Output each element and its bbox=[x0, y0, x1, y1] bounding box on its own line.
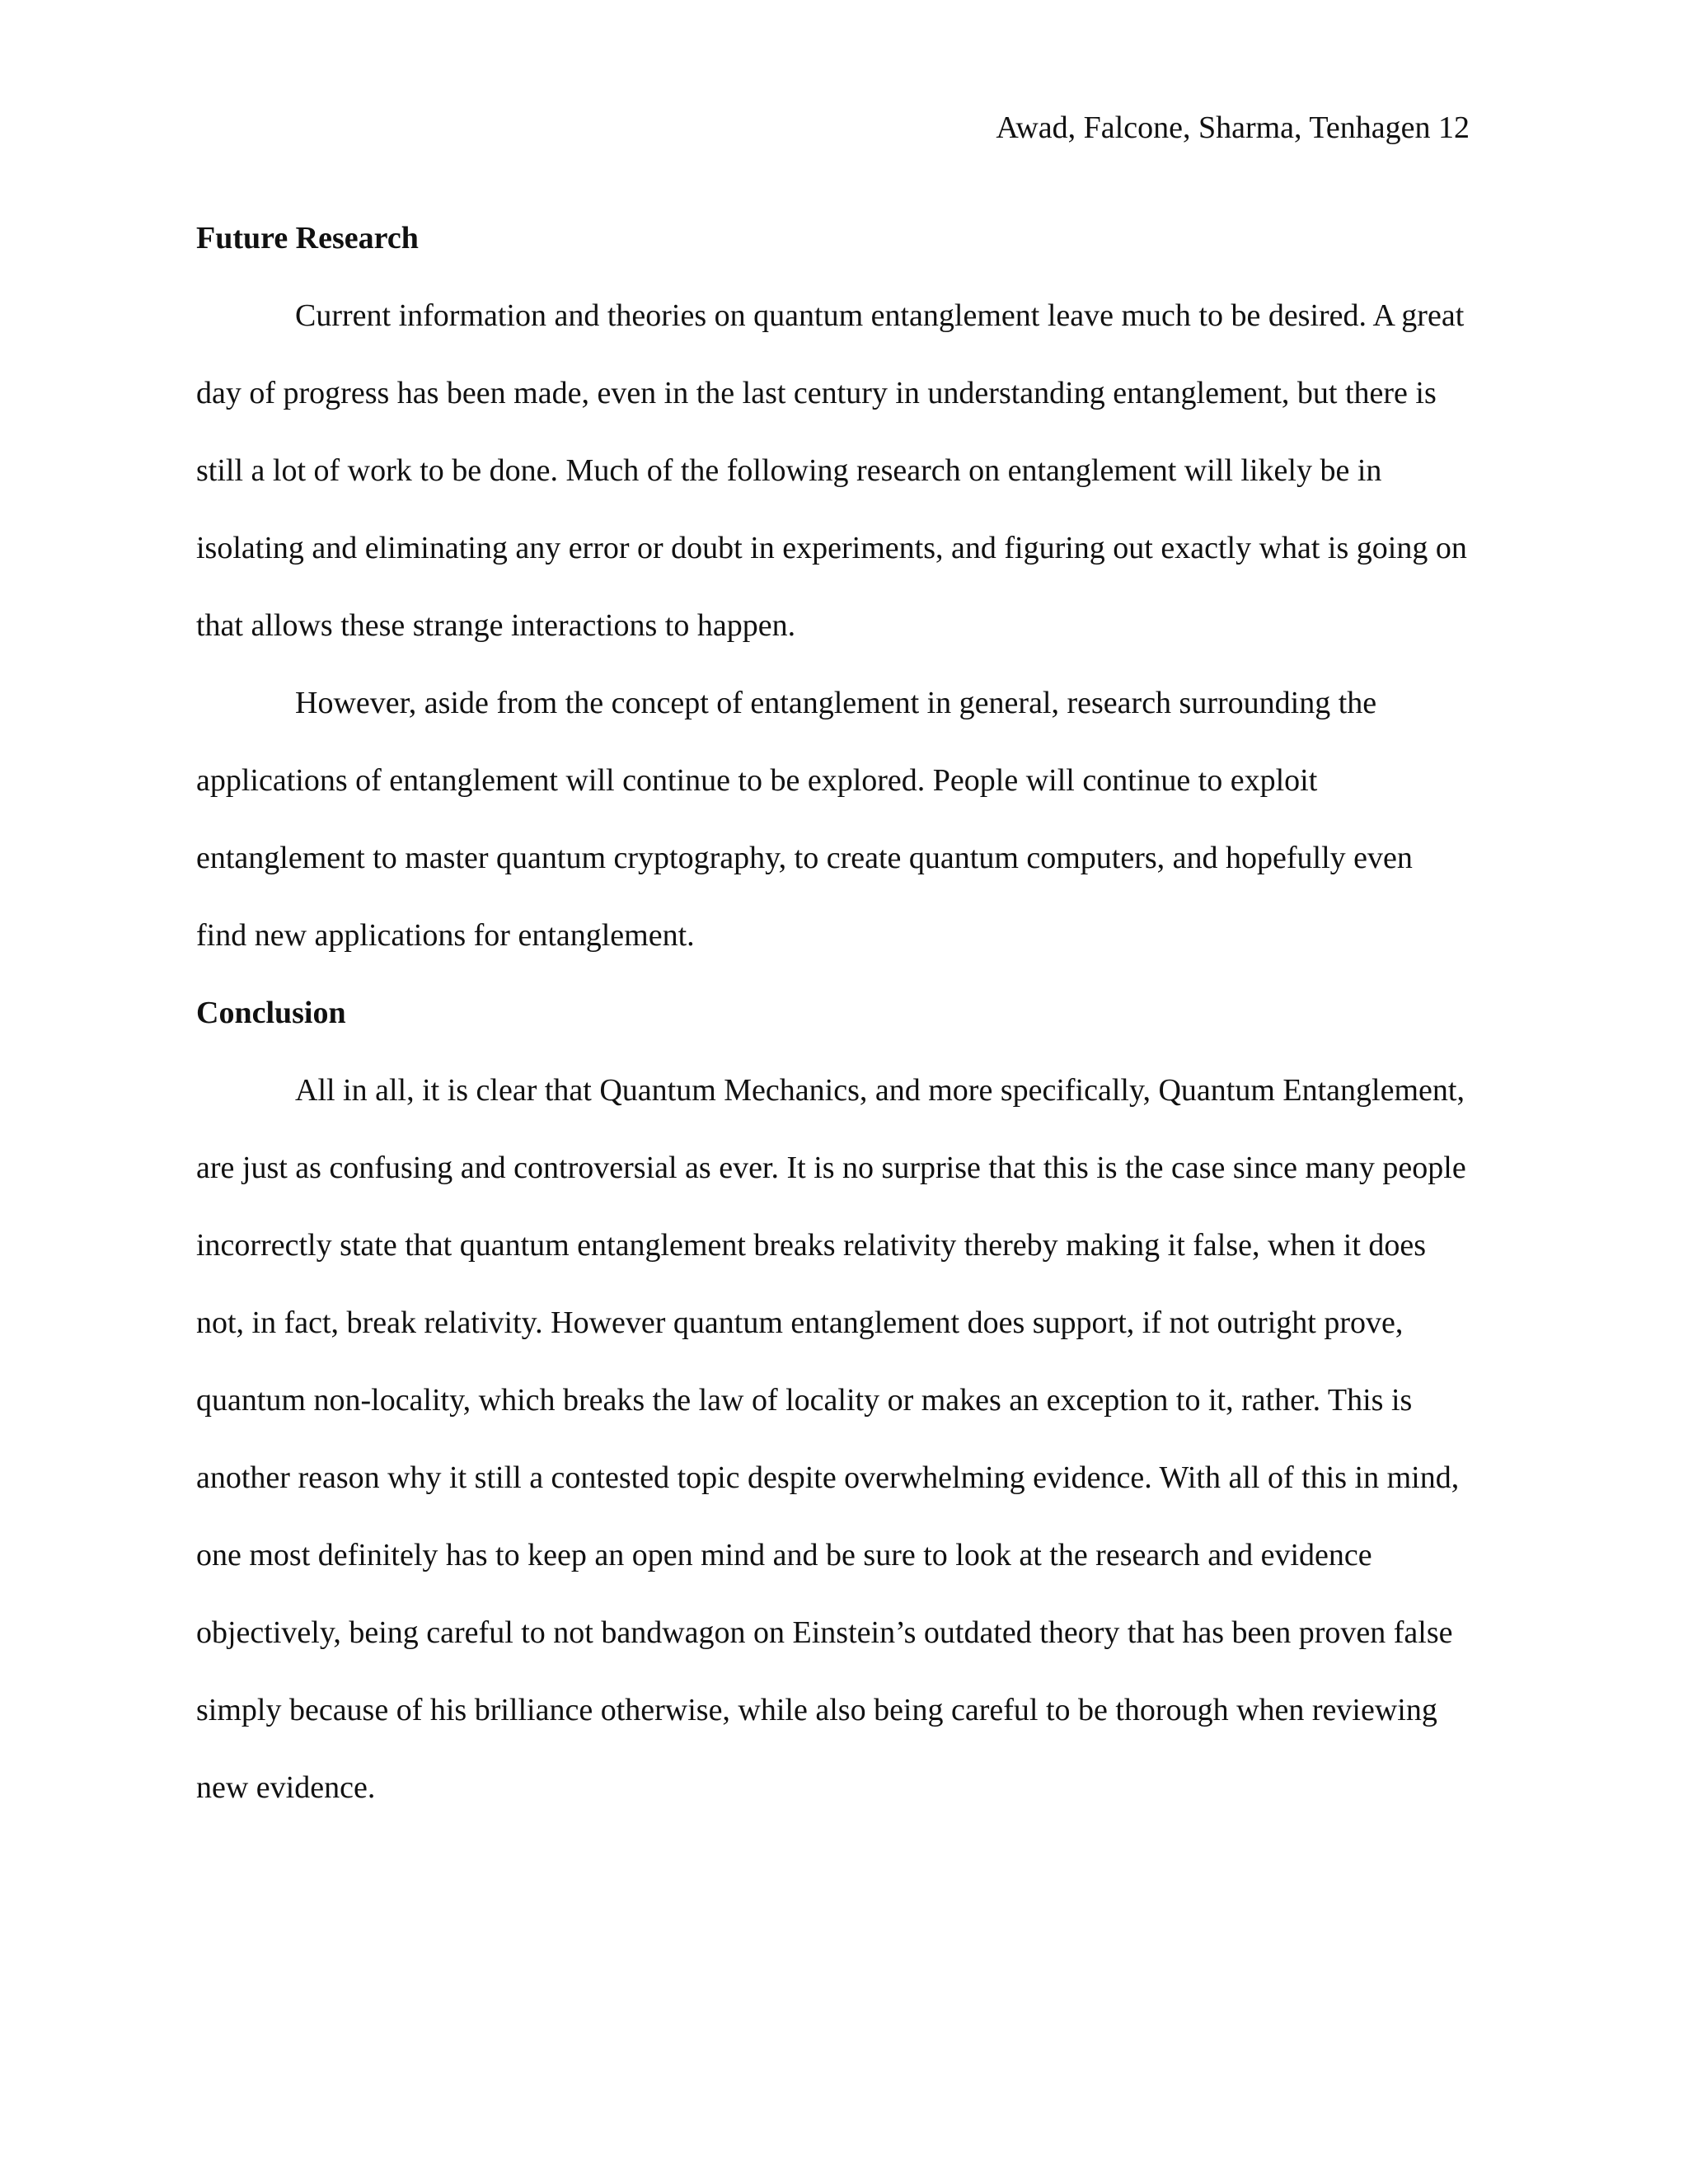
section-heading-future-research: Future Research bbox=[196, 221, 419, 255]
running-head: Awad, Falcone, Sharma, Tenhagen 12 bbox=[996, 110, 1470, 145]
document-body bbox=[196, 199, 1470, 1826]
section-heading-conclusion: Conclusion bbox=[196, 996, 346, 1030]
paragraph-future-research-2: However, aside from the concept of entanglement in general, research surrounding the applications of entanglement will continue to be explored. People will continue to exploit entanglement to master quantum cryptography, to create quantum computers, and hopefully even find new applications for entanglement. bbox=[196, 686, 1413, 953]
paragraph-conclusion-1: All in all, it is clear that Quantum Mechanics, and more specifically, Quantum Entanglement, are just as confusing and controversial as ever. It is no surprise that this is the case since many people incorrectly state that quantum entanglement breaks relativity thereby making it false, when it does not, in fact, break relativity. However quantum entanglement does support, if not outright prove, quantum non-locality, which breaks the law of locality or makes an exception to it, rather. This is another reason why it still a contested topic despite overwhelming evidence. With all of this in mind, one most definitely has to keep an open mind and be sure to look at the research and evidence objectively, being careful to not bandwagon on Einstein’s outdated theory that has been proven false simply because of his brilliance otherwise, while also being careful to be thorough when reviewing new evidence. bbox=[196, 1073, 1466, 1805]
paragraph-future-research-1: Current information and theories on quantum entanglement leave much to be desired. A great day of progress has been made, even in the last century in understanding entanglement, but there is still a lot of work to be done. Much of the following research on entanglement will likely be in isolating and eliminating any error or doubt in experiments, and figuring out exactly what is going on that allows these strange interactions to happen. bbox=[196, 298, 1467, 643]
